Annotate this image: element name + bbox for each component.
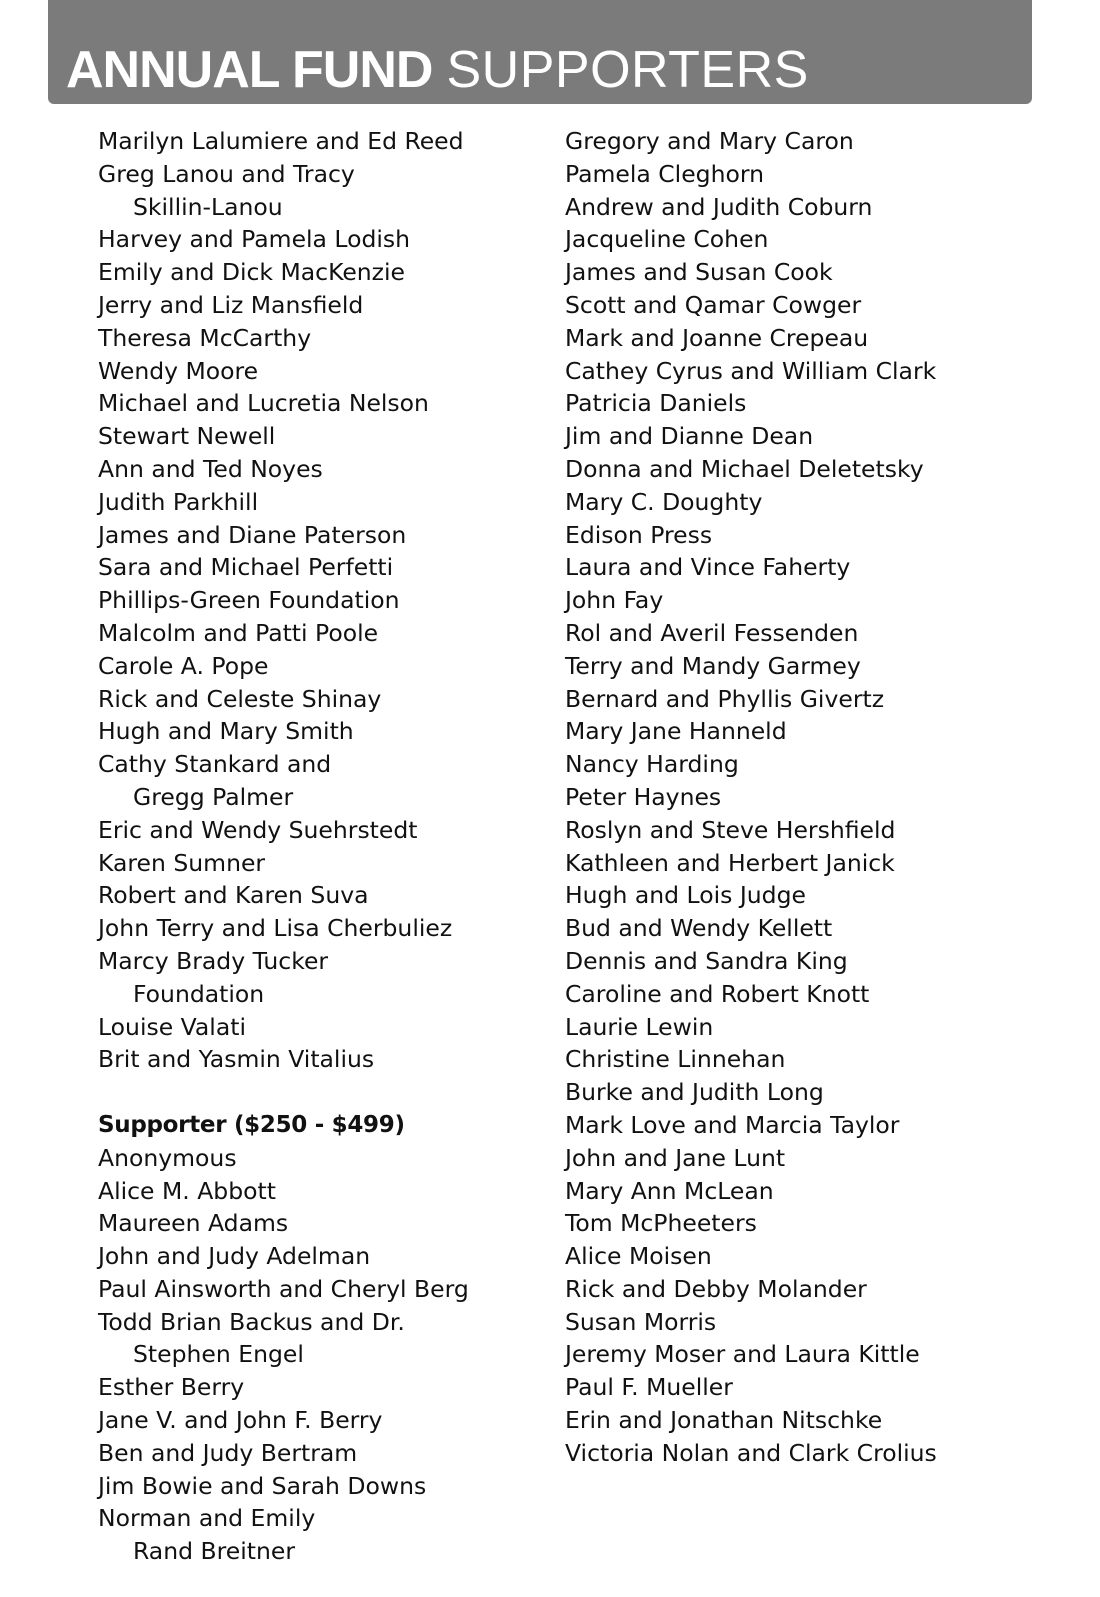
- supporter-name: Caroline and Robert Knott: [565, 979, 870, 1008]
- supporter-name: Alice M. Abbott: [98, 1176, 276, 1205]
- supporter-name: Stewart Newell: [98, 422, 276, 451]
- supporter-name: Cathey Cyrus and William Clark: [565, 356, 937, 385]
- supporter-name: Mark and Joanne Crepeau: [565, 323, 869, 352]
- supporter-name: Rick and Celeste Shinay: [98, 684, 382, 713]
- page-title: [66, 38, 809, 102]
- supporter-name: Malcolm and Patti Poole: [98, 618, 379, 647]
- supporter-name: Greg Lanou and Tracy: [98, 159, 355, 188]
- supporter-name: Ben and Judy Bertram: [98, 1438, 358, 1467]
- supporter-name: Jim Bowie and Sarah Downs: [98, 1471, 427, 1500]
- supporter-name: Mark Love and Marcia Taylor: [565, 1110, 900, 1139]
- supporter-name: Jim and Dianne Dean: [565, 422, 814, 451]
- supporter-name: Jane V. and John F. Berry: [98, 1406, 383, 1435]
- section-heading-supporter: Supporter ($250 - $499): [98, 1111, 405, 1138]
- supporter-name: Edison Press: [565, 520, 713, 549]
- supporter-name: Jeremy Moser and Laura Kittle: [565, 1340, 920, 1369]
- supporter-name-continued: Rand Breitner: [133, 1537, 295, 1566]
- supporter-name: Alice Moisen: [565, 1242, 712, 1271]
- supporter-name: Robert and Karen Suva: [98, 881, 369, 910]
- supporter-name: Hugh and Lois Judge: [565, 881, 806, 910]
- supporter-name: Paul Ainsworth and Cheryl Berg: [98, 1274, 469, 1303]
- supporter-name: Eric and Wendy Suehrstedt: [98, 815, 418, 844]
- section-spacer: [98, 1076, 548, 1109]
- right-column: [565, 125, 1065, 1470]
- supporter-name: Terry and Mandy Garmey: [565, 651, 861, 680]
- supporter-name: Hugh and Mary Smith: [98, 717, 354, 746]
- supporter-name: Marilyn Lalumiere and Ed Reed: [98, 127, 464, 155]
- supporter-name-continued: Stephen Engel: [133, 1340, 304, 1369]
- supporter-name: Esther Berry: [98, 1373, 245, 1402]
- supporter-name: John and Judy Adelman: [98, 1242, 371, 1271]
- supporter-name: Cathy Stankard and: [98, 750, 332, 779]
- supporter-name: Nancy Harding: [565, 750, 739, 779]
- supporter-name: John Fay: [565, 586, 664, 615]
- supporter-name: Ann and Ted Noyes: [98, 454, 323, 483]
- supporter-name: Wendy Moore: [98, 356, 259, 385]
- supporter-name: Mary Jane Hanneld: [565, 717, 787, 746]
- supporter-name: Gregory and Mary Caron: [565, 127, 854, 155]
- supporter-name: Jacqueline Cohen: [565, 225, 769, 254]
- supporter-name: Laura and Vince Faherty: [565, 553, 851, 582]
- supporter-name: James and Diane Paterson: [98, 520, 407, 549]
- supporter-name: James and Susan Cook: [565, 258, 833, 287]
- supporter-name: Susan Morris: [565, 1307, 717, 1336]
- supporter-name: Roslyn and Steve Hershfield: [565, 815, 896, 844]
- supporter-name: Bud and Wendy Kellett: [565, 914, 833, 943]
- supporter-name: Rol and Averil Fessenden: [565, 618, 859, 647]
- supporter-name: Michael and Lucretia Nelson: [98, 389, 429, 418]
- supporter-name: Karen Sumner: [98, 848, 266, 877]
- supporter-name: Patricia Daniels: [565, 389, 747, 418]
- supporter-name: Kathleen and Herbert Janick: [565, 848, 895, 877]
- supporter-name: Carole A. Pope: [98, 651, 269, 680]
- supporter-name: Laurie Lewin: [565, 1012, 714, 1041]
- supporter-name: Brit and Yasmin Vitalius: [98, 1045, 375, 1074]
- supporter-name: Andrew and Judith Coburn: [565, 192, 873, 221]
- supporter-name: Sara and Michael Perfetti: [98, 553, 394, 582]
- supporter-name: Maureen Adams: [98, 1209, 289, 1238]
- page-title-light: SUPPORTERS: [446, 41, 809, 99]
- supporter-name: Victoria Nolan and Clark Crolius: [565, 1438, 937, 1467]
- supporter-name: Paul F. Mueller: [565, 1373, 733, 1402]
- supporter-name: Phillips-Green Foundation: [98, 586, 400, 615]
- supporter-name: Theresa McCarthy: [98, 323, 312, 352]
- supporter-name: Pamela Cleghorn: [565, 159, 764, 188]
- supporter-name: Donna and Michael Deletetsky: [565, 454, 924, 483]
- supporter-name: John and Jane Lunt: [565, 1143, 786, 1172]
- supporter-name: Louise Valati: [98, 1012, 246, 1041]
- supporter-name: Christine Linnehan: [565, 1045, 786, 1074]
- supporter-name: Mary Ann McLean: [565, 1176, 774, 1205]
- supporter-name: Todd Brian Backus and Dr.: [98, 1307, 405, 1336]
- supporter-name: Rick and Debby Molander: [565, 1274, 867, 1303]
- page-title-bold: ANNUAL FUND: [66, 41, 433, 99]
- supporter-name: Anonymous: [98, 1143, 237, 1172]
- left-column: [98, 125, 548, 1568]
- supporter-name: Norman and Emily: [98, 1504, 316, 1533]
- supporter-name: Mary C. Doughty: [565, 487, 763, 516]
- supporter-name: Peter Haynes: [565, 782, 722, 811]
- supporter-name: Marcy Brady Tucker: [98, 946, 329, 975]
- supporter-name: Erin and Jonathan Nitschke: [565, 1406, 883, 1435]
- supporter-name-continued: Gregg Palmer: [133, 782, 294, 811]
- supporter-name: Judith Parkhill: [98, 487, 259, 516]
- supporter-name: Bernard and Phyllis Givertz: [565, 684, 885, 713]
- supporter-name: John Terry and Lisa Cherbuliez: [98, 914, 453, 943]
- supporter-name-continued: Foundation: [133, 979, 265, 1008]
- supporter-name: Scott and Qamar Cowger: [565, 290, 862, 319]
- supporter-name-continued: Skillin-Lanou: [133, 192, 283, 221]
- supporter-name: Harvey and Pamela Lodish: [98, 225, 411, 254]
- supporter-name: Jerry and Liz Mansfield: [98, 290, 364, 319]
- supporter-name: Tom McPheeters: [565, 1209, 757, 1238]
- supporter-name: Dennis and Sandra King: [565, 946, 848, 975]
- supporter-name: Emily and Dick MacKenzie: [98, 258, 405, 287]
- supporter-name: Burke and Judith Long: [565, 1078, 824, 1107]
